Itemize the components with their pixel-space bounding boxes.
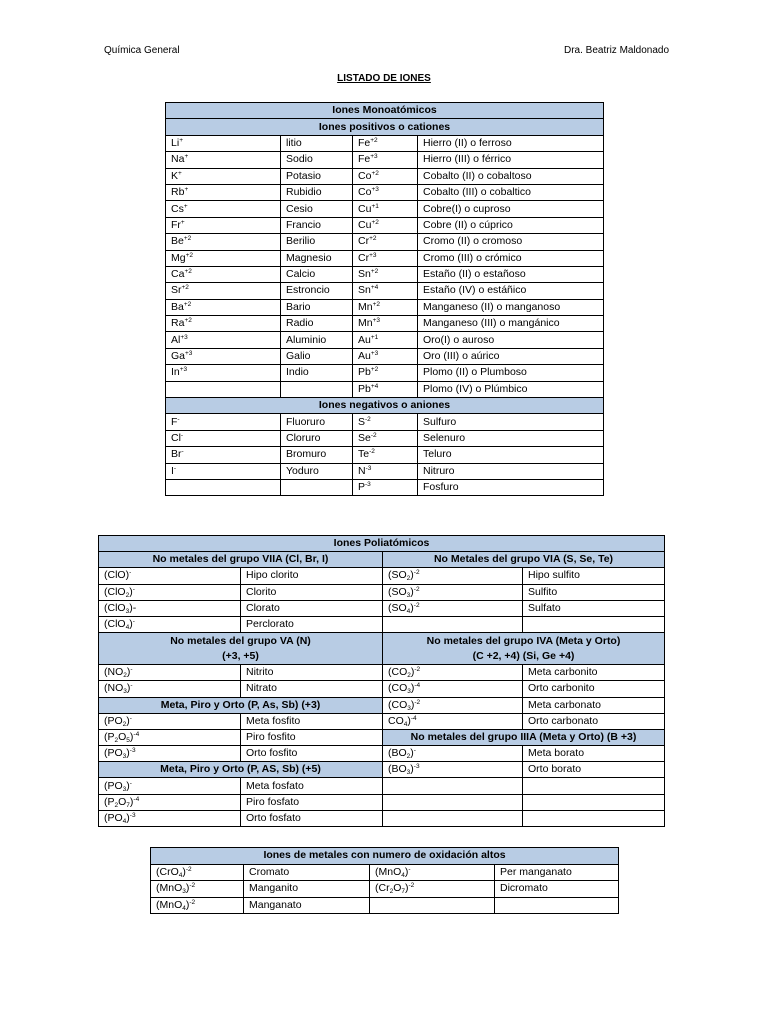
ion-name: Cromo (II) o cromoso [418,234,604,250]
table-row [99,713,665,729]
ion-name: Orto carbonito [523,681,665,697]
ion-name: Sodio [281,152,353,168]
ion-name: Nitrato [241,681,383,697]
ion-symbol [166,283,281,299]
ion-charge: + [180,218,185,226]
ion-name: litio [281,135,353,151]
ion-name: Yoduro [281,463,353,479]
ion-name: Cobre(I) o cuproso [418,201,604,217]
ion-name: Sulfito [523,584,665,600]
ion-name: Manganito [244,881,370,898]
ion-symbol [353,152,418,168]
ion-charge: + [184,186,189,194]
ion-symbol [353,184,418,200]
ion-symbol-text: Li [171,136,180,149]
table-row [166,184,604,200]
ion-name: Estaño (II) o estañoso [418,266,604,282]
formula: $(PO_3)^{-3}$ [99,746,241,762]
ion-charge: +2 [370,136,378,144]
table-row [99,697,665,713]
group-iiia-title: No metales del grupo IIIA (Meta y Orto) (B +3) [383,729,665,745]
ion-symbol-text: In [171,366,180,379]
ion-name: Meta carbonato [523,697,665,713]
ion-symbol-text: F [171,415,178,428]
ion-symbol-text: Fr [171,218,181,231]
ion-name: Nitruro [418,463,604,479]
ion-charge: +2 [184,317,192,325]
ion-name: Magnesio [281,250,353,266]
ion-symbol [166,201,281,217]
ion-name: Piro fosfito [241,729,383,745]
table-row [151,881,619,898]
ion-symbol [353,234,418,250]
formula: $(P_2O_5)^{-4}$ [99,729,241,745]
ion-name: Per manganato [495,864,619,881]
formula: $(CO_3)^{-4}$ [383,681,523,697]
ion-name: Piro fosfato [241,794,383,810]
ion-charge: +1 [371,202,379,210]
empty-cell [523,794,665,810]
ion-name: Hierro (II) o ferroso [418,135,604,151]
ion-symbol [353,266,418,282]
ion-name: Manganeso (III) o mangánico [418,316,604,332]
ion-symbol [166,348,281,364]
ion-name: Manganato [244,897,370,914]
ion-name: Plomo (II) o Plumboso [418,365,604,381]
ion-symbol-text: Ga [171,350,186,363]
ion-symbol [166,299,281,315]
ion-symbol-text: Sn [358,268,371,281]
ion-charge: +2 [185,251,194,259]
ion-charge: - [173,464,177,472]
ion-charge: +2 [371,169,379,177]
formula: (ClO$_4$)- [99,616,241,632]
ion-symbol [353,201,418,217]
ion-charge: +3 [371,186,379,194]
ion-symbol-text: N [358,464,366,477]
ion-symbol [166,316,281,332]
ion-symbol-text: Fe [358,136,371,149]
empty-cell [383,616,523,632]
table-row [99,600,665,616]
ion-symbol-text: K [171,169,179,182]
meta-piro-orto-5-title: Meta, Piro y Orto (P, AS, Sb) (+5) [99,762,383,778]
ion-symbol-text: Cr [358,251,370,264]
ion-name: Galio [281,348,353,364]
ion-name: Orto carbonato [523,713,665,729]
ion-symbol-text: Rb [171,186,185,199]
formula: $(CO_3)^{-2}$ [383,697,523,713]
ion-symbol-text: Cs [171,202,184,215]
ion-symbol [166,430,281,446]
ion-symbol-text: Cu [358,202,372,215]
ion-charge: +3 [185,350,193,358]
formula: (ClO$_3$)- [99,600,241,616]
ion-symbol [353,332,418,348]
ion-name: Calcio [281,266,353,282]
ion-name: Radio [281,316,353,332]
ion-name: Cromato [244,864,370,881]
empty-cell [370,897,495,914]
ion-name: Cobre (II) o cúprico [418,217,604,233]
formula: $(CO_2)^{-2}$ [383,665,523,681]
ion-symbol-text: Pb [358,366,371,379]
formula: $(SO_4)^{-2}$ [383,600,523,616]
formula: $(NO_2)^-$ [99,665,241,681]
monoatomic-title: Iones Monoatómicos [166,103,604,119]
ion-symbol-text: Se [358,432,371,444]
ion-charge: -2 [369,448,375,456]
formula: $(NO_3)^-$ [99,681,241,697]
formula: $(CrO_4)^{-2}$ [151,864,244,881]
ion-name: Cromo (III) o crómico [418,250,604,266]
ion-name: Perclorato [241,616,383,632]
formula: $(P_2O_7)^{-4}$ [99,794,241,810]
ion-charge: +2 [371,218,379,226]
ion-symbol [353,430,418,446]
ion-name: Sulfato [523,600,665,616]
ion-symbol [166,266,281,282]
ion-name: Rubidio [281,184,353,200]
ion-name: Fosfuro [418,479,604,495]
header-author: Dra. Beatriz Maldonado [564,45,670,56]
ion-symbol-text: Mn [358,317,373,330]
group-iva-header [383,633,665,665]
ion-charge: +2 [181,284,189,292]
table-row [99,778,665,794]
ion-symbol-text: Cr [358,235,370,248]
group-va-header [99,633,383,665]
ion-symbol [166,135,281,151]
ion-charge: +2 [183,235,192,243]
ion-charge: - [180,432,184,439]
formula: $(PO_3)^-$ [99,778,241,794]
ion-name [281,381,353,397]
ion-symbol-text: Cl [171,432,181,444]
ion-symbol [353,348,418,364]
formula: $(PO_2)^-$ [99,713,241,729]
table-row [99,746,665,762]
table-row [166,414,604,430]
formula: $CO_4)^{-4}$ [383,713,523,729]
ion-name: Orto fosfato [241,810,383,826]
ion-name: Selenuro [418,430,604,446]
table-row [166,479,604,495]
table-row [151,864,619,881]
table-row [166,250,604,266]
ion-symbol [353,479,418,495]
ion-name: Dicromato [495,881,619,898]
ion-name: Clorito [241,584,383,600]
table-row [166,217,604,233]
table-row [166,152,604,168]
ion-symbol-text: Pb [358,382,371,395]
ion-symbol-text: Be [171,235,184,248]
table-row [166,234,604,250]
ion-name: Berilio [281,234,353,250]
ion-symbol [166,184,281,200]
polyatomic-title: Iones Poliatómicos [99,536,665,552]
ion-symbol [166,250,281,266]
ion-charge: +3 [370,153,378,161]
page-title: LISTADO DE IONES [337,73,431,84]
ion-name: Hierro (III) o férrico [418,152,604,168]
anions-title: Iones negativos o aniones [166,398,604,414]
group-va-title: No metales del grupo VA (N) [170,635,311,648]
ion-symbol [166,463,281,479]
formula: $(PO_4)^{-3}$ [99,810,241,826]
ion-symbol-text: Sr [171,284,182,297]
ion-name: Indio [281,365,353,381]
ion-charge: -2 [370,432,377,439]
ion-name: Francio [281,217,353,233]
formula: $(MnO_3)^{-2}$ [151,881,244,898]
ion-symbol-text: Na [171,153,185,166]
ion-symbol-text: Sn [358,284,371,297]
high-oxidation-table [150,847,619,914]
formula: $(BO_2)^-$ [383,746,523,762]
ion-charge: - [177,415,180,423]
ion-name: Cloruro [281,430,353,446]
ion-name: Estaño (IV) o estáñico [418,283,604,299]
ion-symbol [166,332,281,348]
formula: $(BO_3)^{-3}$ [383,762,523,778]
ion-charge: +4 [370,382,379,390]
table-row [99,568,665,584]
table-row [166,168,604,184]
ion-name: Potasio [281,168,353,184]
ion-symbol-text: P [358,481,366,494]
table-row [99,681,665,697]
ion-name: Clorato [241,600,383,616]
ion-symbol [166,365,281,381]
table-row [166,365,604,381]
ion-charge: +3 [369,251,377,259]
ion-symbol-text: Al [171,333,181,346]
ion-symbol-text: Ca [171,268,185,281]
ion-name: Teluro [418,447,604,463]
ion-name: Manganeso (II) o manganoso [418,299,604,315]
ion-name: Aluminio [281,332,353,348]
ion-charge: -3 [365,481,371,489]
ion-charge: +3 [372,317,381,325]
group-viia-title: No metales del grupo VIIA (Cl, Br, I) [99,552,383,568]
ion-charge: +1 [370,333,379,341]
ion-symbol-text: Br [171,448,182,461]
ion-symbol-text: Co [358,169,372,182]
table-row [166,463,604,479]
table-row [99,810,665,826]
ion-name: Bario [281,299,353,315]
formula: (ClO)- [99,568,241,584]
table-row [151,897,619,914]
empty-cell [523,810,665,826]
ion-name: Meta fosfato [241,778,383,794]
formula: $(MnO_4)^{-2}$ [151,897,244,914]
ion-charge: +2 [184,268,192,276]
ion-name: Sulfuro [418,414,604,430]
ion-symbol [353,414,418,430]
group-iva-title: No metales del grupo IVA (Meta y Orto) [426,635,621,648]
ion-name: Cesio [281,201,353,217]
empty-cell [383,778,523,794]
group-iva-oxidation: (C +2, +4) (Si, Ge +4) [472,649,575,662]
empty-cell [495,897,619,914]
ion-symbol [166,234,281,250]
ion-symbol-text: S [358,415,366,428]
ion-charge: +2 [183,300,192,308]
ion-charge: + [178,169,182,177]
ion-symbol-text: Ba [171,300,184,313]
ion-name: Orto borato [523,762,665,778]
ion-charge: +4 [370,284,379,292]
formula: $(SO_3)^{-2}$ [383,584,523,600]
meta-piro-orto-3-title: Meta, Piro y Orto (P, As, Sb) (+3) [99,697,383,713]
ion-name: Plomo (IV) o Plúmbico [418,381,604,397]
ion-symbol [353,299,418,315]
ion-name: Meta borato [523,746,665,762]
ion-symbol-text: I [171,464,174,477]
ion-charge: +2 [370,366,379,374]
ion-name: Cobalto (III) o cobaltico [418,184,604,200]
table-row [99,616,665,632]
ion-name: Fluoruro [281,414,353,430]
ion-charge: + [183,202,188,210]
ion-symbol [166,217,281,233]
ion-charge: +3 [370,350,379,358]
ion-name: Meta fosfito [241,713,383,729]
ion-name: Hipo sulfito [523,568,665,584]
ion-name: Meta carbonito [523,665,665,681]
ion-symbol-text: Cu [358,218,372,231]
table-row [99,665,665,681]
formula: $(Cr_2O_7)^{-2}$ [370,881,495,898]
group-via-title: No Metales del grupo VIA (S, Se, Te) [383,552,665,568]
ion-symbol-text: Mn [358,300,373,313]
table-row [99,762,665,778]
ion-symbol [166,447,281,463]
table-row [99,729,665,745]
header-course: Química General [104,45,180,56]
ion-symbol-text: Fe [358,153,371,166]
ion-symbol-text: Co [358,186,372,199]
formula: $(SO_2)^{-2}$ [383,568,523,584]
table-row [166,266,604,282]
table-row [166,283,604,299]
ion-charge: -2 [365,415,371,423]
table-row [166,348,604,364]
polyatomic-table [98,535,665,827]
ion-name: Hipo clorito [241,568,383,584]
ion-symbol [353,250,418,266]
ion-charge: - [181,448,184,456]
table-row [166,135,604,151]
ion-name: Nitrito [241,665,383,681]
table-row [166,316,604,332]
ion-symbol-text: Mg [171,251,186,264]
table-row [166,299,604,315]
ion-charge: + [184,153,189,161]
ion-symbol [353,168,418,184]
formula: (MnO$_4$)- [370,864,495,881]
ion-charge: +2 [372,300,381,308]
ion-symbol-text: Au [358,350,371,363]
ion-charge: -3 [365,464,372,472]
ion-symbol [353,316,418,332]
high-oxidation-title: Iones de metales con numero de oxidación altos [151,848,619,865]
ion-charge: +2 [369,235,377,243]
table-row [99,584,665,600]
monoatomic-table [165,102,604,496]
ion-name: Oro (III) o aúrico [418,348,604,364]
ion-symbol [353,283,418,299]
ion-name: Bromuro [281,447,353,463]
formula: (ClO$_2$)- [99,584,241,600]
table-row [166,430,604,446]
ion-symbol [166,414,281,430]
ion-symbol [353,447,418,463]
table-row [166,332,604,348]
empty-cell [523,778,665,794]
ion-name: Oro(I) o auroso [418,332,604,348]
cations-title: Iones positivos o cationes [166,119,604,135]
empty-cell [383,810,523,826]
ion-name: Estroncio [281,283,353,299]
table-row [166,201,604,217]
ion-symbol-text: Ra [171,317,185,330]
ion-charge: +3 [179,366,188,374]
ion-charge: + [179,136,183,144]
ion-name: Cobalto (II) o cobaltoso [418,168,604,184]
table-row [166,381,604,397]
ion-symbol [166,381,281,397]
empty-cell [523,616,665,632]
ion-symbol-text: Au [358,333,371,346]
ion-charge: +3 [180,333,188,341]
ion-symbol [166,479,281,495]
ion-symbol [353,135,418,151]
ion-symbol [166,168,281,184]
ion-symbol [166,152,281,168]
ion-symbol [353,365,418,381]
ion-name: Orto fosfito [241,746,383,762]
ion-symbol-text: Te [358,448,370,461]
ion-name [281,479,353,495]
group-va-oxidation: (+3, +5) [222,649,259,662]
ion-charge: +2 [370,268,379,276]
ion-symbol [353,217,418,233]
table-row [99,794,665,810]
empty-cell [383,794,523,810]
table-row [166,447,604,463]
ion-symbol [353,381,418,397]
ion-symbol [353,463,418,479]
